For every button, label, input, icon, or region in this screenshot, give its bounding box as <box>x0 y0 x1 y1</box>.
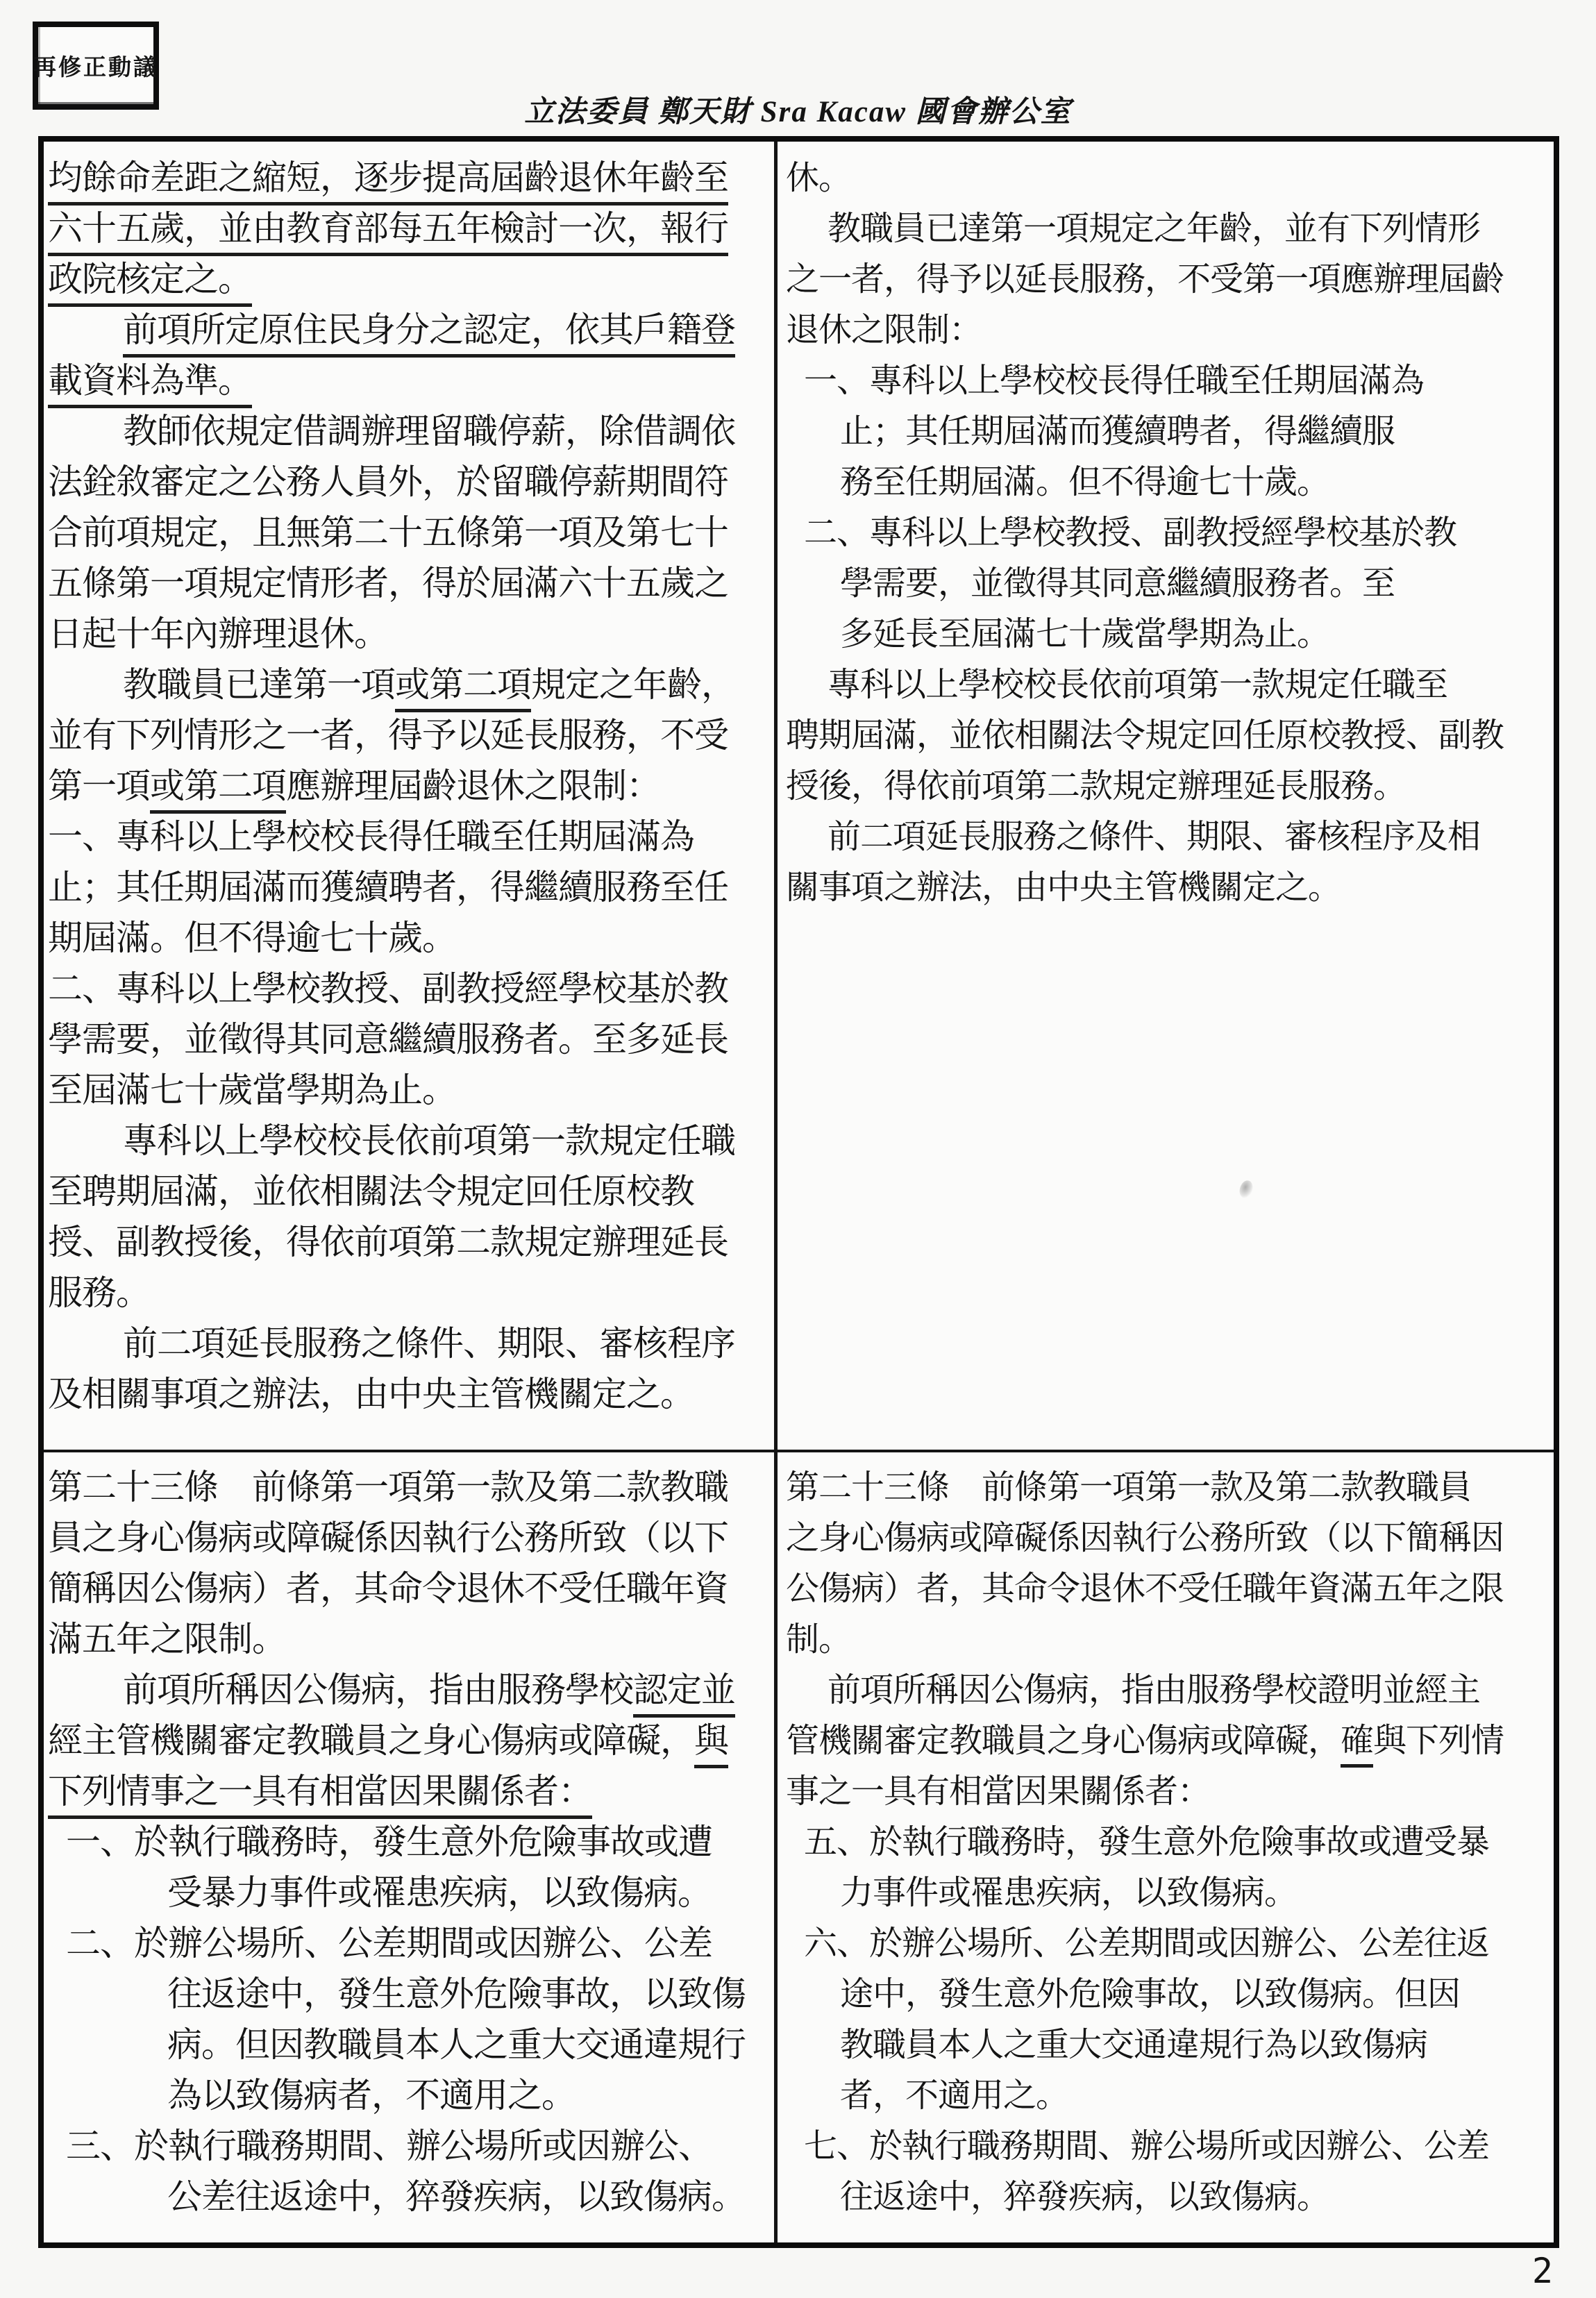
text-line <box>48 1014 771 1065</box>
text-line <box>48 710 771 761</box>
text-line <box>48 558 771 609</box>
text-line <box>48 964 771 1014</box>
text-segment: 之一者，得予以延長服務，不受第一項應辦理屆齡 <box>786 261 1504 298</box>
underlined-text: 六十五歲，並由教育部每五年檢討一次，報行 <box>48 209 728 256</box>
text-line <box>786 1462 1549 1513</box>
text-segment: 期屆滿。但不得逾七十歲。 <box>48 919 456 957</box>
text-segment: 一、於執行職務時，發生意外危險事故或遭 <box>66 1822 712 1861</box>
text-segment: 三、於執行職務期間、辦公場所或因辦公、 <box>66 2127 712 2165</box>
text-line <box>48 1766 771 1817</box>
text-line <box>786 812 1549 862</box>
text-segment: 滿五年之限制。 <box>48 1620 286 1659</box>
text-segment: 學需要，並徵得其同意繼續服務者。至多延長 <box>48 1020 728 1059</box>
text-segment: 退休之限制： <box>786 312 982 349</box>
text-segment: 公傷病）者，其命令退休不受任職年資滿五年之限 <box>786 1570 1504 1607</box>
text-line <box>48 1513 771 1563</box>
text-segment: 途中，發生意外危險事故，以致傷病。但因 <box>840 1976 1461 2013</box>
text-segment: 五、於執行職務時，發生意外危險事故或遭受暴 <box>804 1824 1490 1861</box>
underlined-text: 認定並 <box>633 1670 735 1718</box>
text-line <box>48 1462 771 1513</box>
text-segment: 規定之年齡， <box>531 665 735 704</box>
table-cell-row1-reference-text <box>778 142 1554 1452</box>
text-segment: 往返途中，猝發疾病，以致傷病。 <box>840 2179 1330 2215</box>
text-segment: 二、於辦公場所、公差期間或因辦公、公差 <box>66 1924 712 1963</box>
underlined-text: 或第二項 <box>150 766 286 814</box>
text-line <box>786 1868 1549 1918</box>
text-line <box>48 1817 771 1868</box>
text-segment: 經主管機關審定教職員之身心傷病或障礙， <box>48 1721 694 1760</box>
text-line <box>48 203 771 254</box>
text-line <box>786 254 1549 305</box>
text-segment: 事之一具有相當因果關係者： <box>786 1773 1211 1810</box>
text-line <box>786 660 1549 710</box>
text-segment: 簡稱因公傷病）者，其命令退休不受任職年資 <box>48 1569 728 1608</box>
amendment-stamp-label: 再修正動議 <box>33 56 158 81</box>
text-segment: 法銓敘審定之公務人員外，於留職停薪期間符 <box>48 462 728 501</box>
text-line <box>786 1513 1549 1563</box>
text-line <box>48 1065 771 1116</box>
text-segment: 至屆滿七十歲當學期為止。 <box>48 1071 456 1109</box>
text-line <box>786 710 1549 761</box>
text-line <box>48 913 771 964</box>
page-number: 2 <box>1531 2251 1553 2291</box>
text-line <box>48 1563 771 1614</box>
text-segment: 應辦理屆齡退休之限制： <box>286 766 660 805</box>
text-segment: 務至任期屆滿。但不得逾七十歲。 <box>840 464 1330 501</box>
text-line <box>786 862 1549 913</box>
text-line <box>786 1969 1549 2020</box>
text-segment: 二、專科以上學校教授、副教授經學校基於教 <box>48 969 728 1008</box>
text-line <box>48 254 771 305</box>
text-line <box>786 1665 1549 1716</box>
table-cell-row2-reference-text <box>778 1452 1554 2242</box>
text-segment: 關事項之辦法，由中央主管機關定之。 <box>786 869 1341 906</box>
text-segment: 一、專科以上學校校長得任職至任期屆滿為 <box>48 817 694 856</box>
text-line <box>48 1918 771 1969</box>
text-line <box>48 406 771 457</box>
text-segment: 前項所稱因公傷病，指由服務學校 <box>123 1670 633 1709</box>
text-line <box>786 1563 1549 1614</box>
text-segment: 授後，得依前項第二款規定辦理延長服務。 <box>786 768 1406 805</box>
text-line <box>786 203 1549 254</box>
text-line <box>786 457 1549 508</box>
text-line <box>48 1665 771 1716</box>
text-line <box>786 406 1549 457</box>
text-segment: 合前項規定，且無第二十五條第一項及第七十 <box>48 513 728 552</box>
text-line <box>786 1918 1549 1969</box>
text-line <box>48 2121 771 2172</box>
text-segment: 病。但因教職員本人之重大交通違規行 <box>167 2025 746 2064</box>
text-segment: 受暴力事件或罹患疾病，以致傷病。 <box>167 1873 712 1912</box>
text-line <box>48 812 771 862</box>
underlined-text: 均餘命差距之縮短，逐步提高屆齡退休年齡至 <box>48 158 728 206</box>
text-line <box>48 1166 771 1217</box>
text-segment: 之身心傷病或障礙係因執行公務所致（以下簡稱因 <box>786 1520 1504 1557</box>
text-segment: 前二項延長服務之條件、期限、審核程序及相 <box>828 819 1481 855</box>
text-segment: 前二項延長服務之條件、期限、審核程序 <box>123 1324 735 1363</box>
text-line <box>786 1817 1549 1868</box>
text-segment: 學需要，並徵得其同意繼續服務者。至 <box>840 565 1395 602</box>
text-segment: 為以致傷病者，不適用之。 <box>167 2076 576 2115</box>
text-line <box>48 1217 771 1268</box>
text-line <box>48 2172 771 2222</box>
text-segment: 教師依規定借調辦理留職停薪，除借調依 <box>123 412 735 451</box>
text-segment: 管機關審定教職員之身心傷病或障礙， <box>786 1722 1341 1759</box>
underlined-text: 下列情事之一具有相當因果關係者： <box>48 1772 592 1819</box>
text-line <box>48 508 771 558</box>
text-line <box>786 1716 1549 1766</box>
text-line <box>48 355 771 406</box>
text-line <box>48 457 771 508</box>
text-segment: 七、於執行職務期間、辦公場所或因辦公、公差 <box>804 2128 1490 2165</box>
text-segment: 授、副教授後，得依前項第二款規定辦理延長 <box>48 1223 728 1261</box>
text-segment: 員之身心傷病或障礙係因執行公務所致（以下 <box>48 1518 728 1557</box>
text-segment: 公差往返途中，猝發疾病，以致傷病。 <box>167 2177 746 2216</box>
text-line <box>48 1318 771 1369</box>
text-segment: 二、專科以上學校教授、副教授經學校基於教 <box>804 514 1457 551</box>
text-line <box>786 2020 1549 2070</box>
text-line <box>48 1969 771 2020</box>
text-line <box>48 1268 771 1318</box>
text-line <box>48 761 771 812</box>
text-line <box>786 558 1549 609</box>
text-line <box>48 1369 771 1420</box>
text-line <box>48 1868 771 1918</box>
text-line <box>786 355 1549 406</box>
text-line <box>786 2172 1549 2222</box>
text-line <box>48 153 771 203</box>
table-cell-row1-amendment-text <box>44 142 778 1452</box>
table-cell-row2-amendment-text <box>44 1452 778 2242</box>
amendment-comparison-table <box>38 136 1559 2248</box>
underlined-text: 確 <box>1341 1722 1373 1768</box>
text-segment: 休。 <box>786 160 852 196</box>
text-segment: 第一項 <box>48 766 150 805</box>
text-line <box>786 609 1549 660</box>
text-segment: 與下列情 <box>1373 1722 1504 1759</box>
text-segment: 力事件或罹患疾病，以致傷病。 <box>840 1875 1297 1911</box>
text-line <box>786 2070 1549 2121</box>
text-segment: 教職員已達第一項規定之年齡，並有下列情形 <box>828 210 1481 247</box>
text-segment: 制。 <box>786 1621 852 1658</box>
text-segment: 多延長至屆滿七十歲當學期為止。 <box>840 616 1330 653</box>
text-segment: 專科以上學校校長依前項第一款規定任職 <box>123 1121 735 1160</box>
text-segment: 日起十年內辦理退休。 <box>48 614 388 653</box>
text-segment: 止；其任期屆滿而獲續聘者，得繼續服務至任 <box>48 868 728 907</box>
text-segment: 第二十三條 前條第一項第一款及第二款教職 <box>48 1468 728 1507</box>
text-line <box>786 1766 1549 1817</box>
text-line <box>786 305 1549 355</box>
underlined-text: 與 <box>694 1721 728 1768</box>
text-segment: 第二十三條 前條第一項第一款及第二款教職員 <box>786 1469 1472 1506</box>
text-line <box>48 2070 771 2121</box>
text-line <box>48 1716 771 1766</box>
text-segment: 教職員本人之重大交通違規行為以致傷病 <box>840 2027 1428 2063</box>
text-line <box>786 2121 1549 2172</box>
text-segment: 聘期屆滿，並依相關法令規定回任原校教授、副教 <box>786 717 1504 754</box>
underlined-text: 前項所定原住民身分之認定，依其戶籍登 <box>123 310 735 358</box>
text-segment: 一、專科以上學校校長得任職至任期屆滿為 <box>804 362 1425 399</box>
text-segment: 專科以上學校校長依前項第一款規定任職至 <box>828 666 1448 703</box>
text-segment: 教職員已達第一項 <box>123 665 395 704</box>
text-line <box>48 1116 771 1166</box>
underlined-text: 或第二項 <box>395 665 531 712</box>
text-segment: 及相關事項之辦法，由中央主管機關定之。 <box>48 1375 694 1414</box>
underlined-text: 載資料為準。 <box>48 361 252 408</box>
text-line <box>48 660 771 710</box>
text-segment: 五條第一項規定情形者，得於屆滿六十五歲之 <box>48 564 728 603</box>
text-segment: 服務。 <box>48 1273 150 1312</box>
text-segment: 止；其任期屆滿而獲續聘者，得繼續服 <box>840 413 1395 450</box>
text-segment: 並有下列情形之一者，得予以延長服務，不受 <box>48 716 728 755</box>
text-line <box>48 609 771 660</box>
text-line <box>786 153 1549 203</box>
text-line <box>48 862 771 913</box>
text-line <box>48 1614 771 1665</box>
underlined-text: 政院核定之。 <box>48 260 252 307</box>
text-segment: 者，不適用之。 <box>840 2077 1069 2114</box>
text-line <box>786 508 1549 558</box>
legislator-office-byline: 立法委員 鄭天財 Sra Kacaw 國會辦公室 <box>524 96 1072 128</box>
text-line <box>786 1614 1549 1665</box>
text-line <box>48 2020 771 2070</box>
text-segment: 前項所稱因公傷病，指由服務學校證明並經主 <box>828 1672 1481 1709</box>
text-segment: 往返途中，發生意外危險事故，以致傷 <box>167 1974 746 2013</box>
text-line <box>48 305 771 355</box>
text-segment: 六、於辦公場所、公差期間或因辦公、公差往返 <box>804 1925 1490 1962</box>
text-line <box>786 761 1549 812</box>
text-segment: 至聘期屆滿，並依相關法令規定回任原校教 <box>48 1172 694 1211</box>
